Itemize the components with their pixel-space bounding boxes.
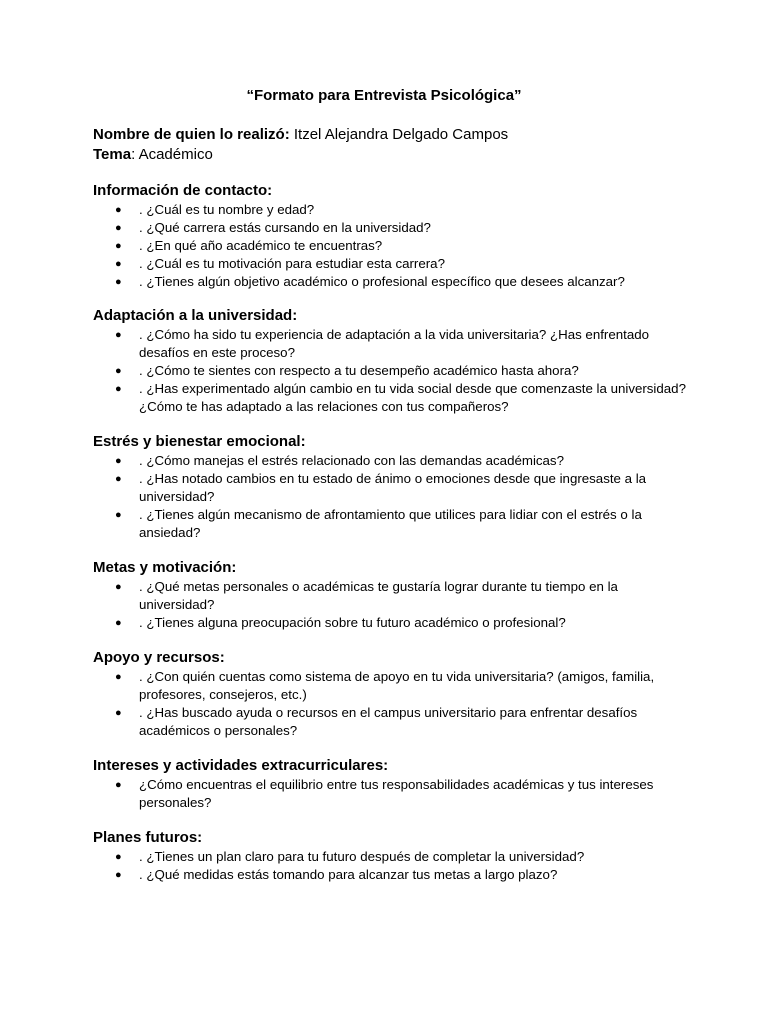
bullet-icon: ● [115,869,122,881]
question-text: . ¿Tienes un plan claro para tu futuro después de completar la universidad? [139,849,585,864]
section-heading: Información de contacto: [93,182,273,199]
question-text: . ¿Cómo ha sido tu experiencia de adaptación a la vida universitaria? ¿Has enfrentado desafíos en este proceso? [139,327,650,360]
section-heading: Planes futuros: [93,829,203,846]
bullet-icon: ● [115,222,122,234]
list-item [93,704,693,740]
list-item [93,578,693,614]
section-support-resources [93,648,693,740]
question-text: . ¿Has buscado ayuda o recursos en el campus universitario para enfrentar desafíos académicos o personales? [139,705,638,738]
bullet-icon: ● [115,671,122,683]
list-item [93,848,693,866]
list-item [93,255,693,273]
question-text: . ¿Cuál es tu nombre y edad? [139,202,315,217]
question-text: . ¿En qué año académico te encuentras? [139,238,383,253]
topic-value: : Académico [131,146,213,163]
list-item [93,776,693,812]
bullet-icon: ● [115,581,122,593]
question-list [93,776,693,812]
list-item [93,614,693,632]
section-future-plans [93,828,693,884]
section-stress-wellbeing [93,432,693,542]
topic-label: Tema [93,146,132,163]
section-contact-info [93,181,693,291]
bullet-icon: ● [115,779,122,791]
list-item [93,866,693,884]
list-item [93,668,693,704]
section-heading: Metas y motivación: [93,559,237,576]
section-heading: Adaptación a la universidad: [93,307,298,324]
question-text: . ¿Qué carrera estás cursando en la universidad? [139,220,431,235]
bullet-icon: ● [115,383,122,395]
question-text: . ¿Has experimentado algún cambio en tu vida social desde que comenzaste la universidad? ¿Cómo te has adaptado a las relaciones con tus compañeros? [139,381,686,414]
list-item [93,326,693,362]
author-value: Itzel Alejandra Delgado Campos [289,126,509,143]
question-list [93,326,693,416]
bullet-icon: ● [115,365,122,377]
list-item [93,380,693,416]
question-text: . ¿Tienes alguna preocupación sobre tu futuro académico o profesional? [139,615,566,630]
bullet-icon: ● [115,240,122,252]
question-text: . ¿Cómo manejas el estrés relacionado con las demandas académicas? [139,453,564,468]
bullet-icon: ● [115,509,122,521]
section-extracurricular [93,756,693,812]
bullet-icon: ● [115,851,122,863]
question-text: . ¿Con quién cuentas como sistema de apoyo en tu vida universitaria? (amigos, familia, profesores, consejeros, etc.) [139,669,655,702]
document-title: “Formato para Entrevista Psicológica” [246,87,522,104]
section-university-adaptation [93,306,693,416]
bullet-icon: ● [115,258,122,270]
question-list [93,668,693,740]
list-item [93,506,693,542]
section-heading: Intereses y actividades extracurriculares: [93,757,389,774]
bullet-icon: ● [115,617,122,629]
question-text: ¿Cómo encuentras el equilibrio entre tus responsabilidades académicas y tus intereses personales? [139,777,654,810]
question-list [93,848,693,884]
question-text: . ¿Cómo te sientes con respecto a tu desempeño académico hasta ahora? [139,363,579,378]
list-item [93,470,693,506]
author-line [93,125,508,145]
question-text: . ¿Tienes algún mecanismo de afrontamiento que utilices para lidiar con el estrés o la ansiedad? [139,507,642,540]
question-text: . ¿Tienes algún objetivo académico o profesional específico que desees alcanzar? [139,274,625,289]
topic-line [93,145,213,165]
list-item [93,201,693,219]
bullet-icon: ● [115,455,122,467]
section-heading: Apoyo y recursos: [93,649,225,666]
question-list [93,578,693,632]
section-goals-motivation [93,558,693,632]
question-list [93,201,693,291]
question-text: . ¿Qué metas personales o académicas te gustaría lograr durante tu tiempo en la universidad? [139,579,618,612]
author-label: Nombre de quien lo realizó: [93,126,290,143]
bullet-icon: ● [115,204,122,216]
bullet-icon: ● [115,707,122,719]
question-list [93,452,693,542]
question-text: . ¿Has notado cambios en tu estado de ánimo o emociones desde que ingresaste a la universidad? [139,471,647,504]
bullet-icon: ● [115,329,122,341]
list-item [93,362,693,380]
question-text: . ¿Qué medidas estás tomando para alcanzar tus metas a largo plazo? [139,867,558,882]
section-heading: Estrés y bienestar emocional: [93,433,306,450]
question-text: . ¿Cuál es tu motivación para estudiar esta carrera? [139,256,445,271]
bullet-icon: ● [115,276,122,288]
list-item [93,219,693,237]
list-item [93,452,693,470]
list-item [93,273,693,291]
bullet-icon: ● [115,473,122,485]
list-item [93,237,693,255]
